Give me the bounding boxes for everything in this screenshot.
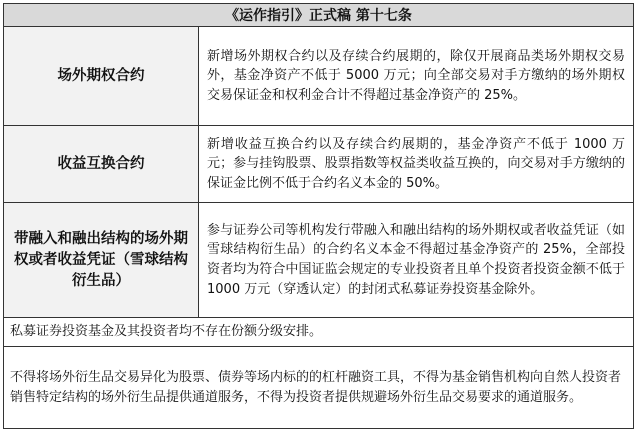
row-text-otc-options: 新增场外期权合约以及存续合约展期的，除仅开展商品类场外期权交易外，基金净资产不低于 5000 万元；向全部交易对手方缴纳的场外期权交易保证金和权利金合计不得超过基金净资产的 25%。: [199, 27, 634, 126]
table-title-row: [4, 4, 634, 27]
row-label-otc-options: 场外期权合约: [4, 27, 199, 126]
row-text-snowball: 参与证券公司等机构发行带融入和融出结构的场外期权或者收益凭证（如雪球结构衍生品）的合约名义本金不得超过基金净资产的 25%，全部投资者均为符合中国证监会规定的专业投资者且单个投资者投资金额不低于 1000 万元（穿透认定）的封闭式私募证券投资基金除外。: [199, 203, 634, 318]
table-row: [4, 126, 634, 203]
document-table-wrapper: [3, 3, 633, 405]
note-no-tiering: 私募证券投资基金及其投资者均不存在份额分级安排。: [4, 318, 634, 347]
note-prohibitions: 不得将场外衍生品交易异化为股票、债券等场内标的的杠杆融资工具，不得为基金销售机构向自然人投资者销售特定结构的场外衍生品提供通道服务，不得为投资者提供规避场外衍生品交易要求的通道服务。: [4, 347, 634, 429]
table-row: [4, 27, 634, 126]
table-title: 《运作指引》正式稿 第十七条: [4, 4, 634, 27]
table-row: [4, 318, 634, 347]
table-row: [4, 347, 634, 429]
row-label-snowball: 带融入和融出结构的场外期权或者收益凭证（雪球结构衍生品）: [4, 203, 199, 318]
row-label-swap: 收益互换合约: [4, 126, 199, 203]
row-text-swap: 新增收益互换合约以及存续合约展期的，基金净资产不低于 1000 万元；参与挂钩股票、股票指数等权益类收益互换的，向交易对手方缴纳的保证金比例不低于合约名义本金的 50%。: [199, 126, 634, 203]
regulation-table: [3, 3, 634, 429]
table-row: [4, 203, 634, 318]
